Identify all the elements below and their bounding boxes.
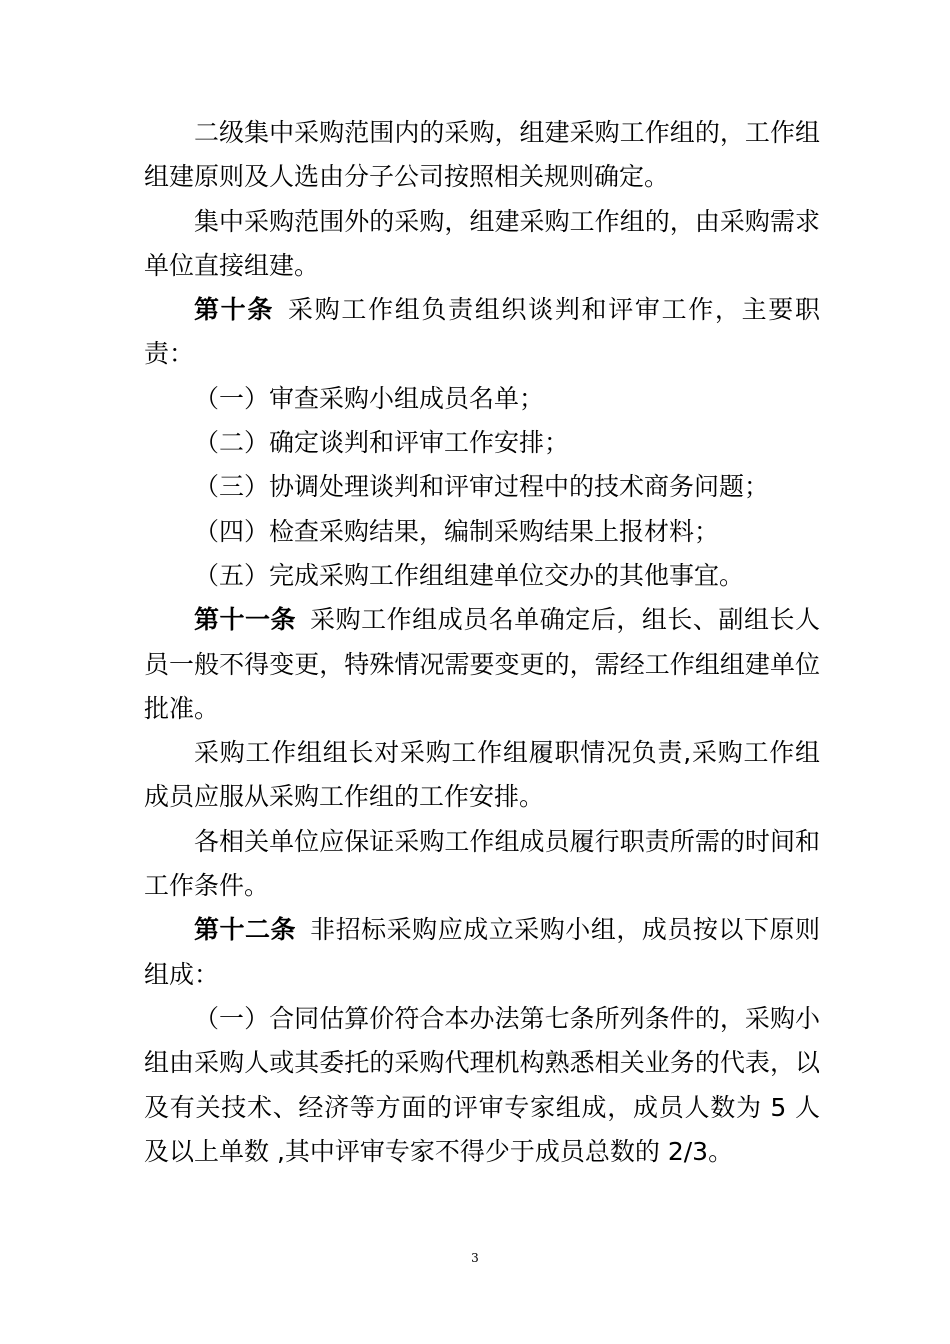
list-item bbox=[144, 421, 820, 465]
paragraph bbox=[144, 200, 820, 289]
article-heading: 第十一条 bbox=[194, 605, 297, 635]
paragraph-text: 采购工作组组长对采购工作组履职情况负责,采购工作组成员应服从采购工作组的工作安排。 bbox=[144, 738, 820, 812]
paragraph-text: 各相关单位应保证采购工作组成员履行职责所需的时间和工作条件。 bbox=[144, 826, 820, 901]
paragraph-text: （二）确定谈判和评审工作安排； bbox=[194, 428, 570, 458]
paragraph-text: 集中采购范围外的采购，组建采购工作组的，由采购需求单位直接组建。 bbox=[144, 206, 820, 280]
list-item bbox=[144, 997, 820, 1174]
paragraph-text: 二级集中采购范围内的采购，组建采购工作组的，工作组组建原则及人选由分子公司按照相关规则确定。 bbox=[144, 118, 820, 192]
list-item bbox=[144, 554, 820, 598]
paragraph bbox=[144, 731, 820, 820]
paragraph-text: （四）检查采购结果，编制采购结果上报材料； bbox=[194, 516, 720, 546]
paragraph bbox=[144, 820, 820, 909]
document-body bbox=[144, 111, 820, 1174]
paragraph-text: 采购工作组成员名单确定后，组长、副组长人员一般不得变更，特殊情况需要变更的，需经工作组组建单位批准。 bbox=[144, 605, 820, 723]
paragraph-text: （五）完成采购工作组组建单位交办的其他事宜。 bbox=[194, 560, 745, 590]
paragraph-text: 采购工作组负责组织谈判和评审工作，主要职责： bbox=[144, 295, 820, 369]
paragraph-text: （三）协调处理谈判和评审过程中的技术商务问题； bbox=[194, 472, 770, 502]
article-11 bbox=[144, 598, 820, 731]
article-10 bbox=[144, 288, 820, 377]
list-item bbox=[144, 377, 820, 421]
article-12 bbox=[144, 908, 820, 997]
list-item bbox=[144, 510, 820, 554]
paragraph-text: 非招标采购应成立采购小组，成员按以下原则组成： bbox=[144, 915, 820, 989]
page-number: 3 bbox=[471, 1251, 479, 1265]
paragraph bbox=[144, 111, 820, 200]
list-item bbox=[144, 465, 820, 509]
article-heading: 第十二条 bbox=[194, 915, 297, 945]
paragraph-text: （一）合同估算价符合本办法第七条所列条件的，采购小组由采购人或其委托的采购代理机构熟悉相关业务的代表，以及有关技术、经济等方面的评审专家组成，成员人数为 5 人及以上单数 ,其中评审专家不得少于成员总数的 2/3。 bbox=[144, 1003, 820, 1166]
paragraph-text: （一）审查采购小组成员名单； bbox=[194, 383, 545, 413]
article-heading: 第十条 bbox=[194, 295, 275, 325]
